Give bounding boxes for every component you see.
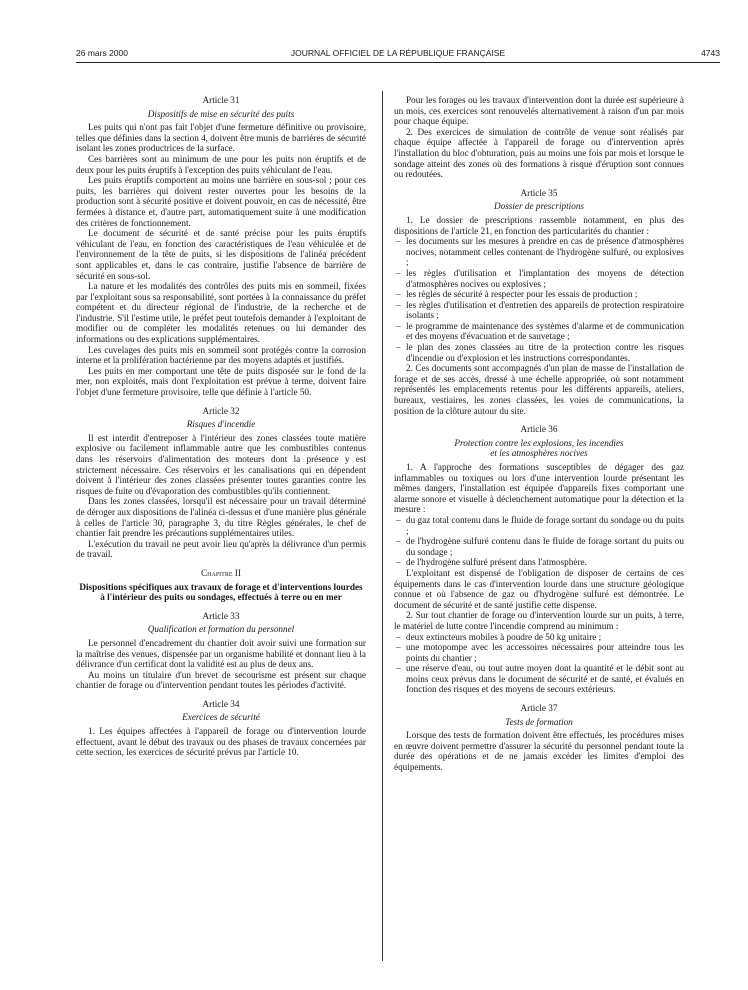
list-item: – les règles de sécurité à respecter pour les essais de production ; — [394, 289, 684, 300]
article-36-list-1 — [394, 515, 684, 568]
list-item: – les documents sur les mesures à prendre en cas de présence d'atmosphères nocives, notamment celles contenant de l'hydrogène sulfuré, ou explosives ; — [394, 236, 684, 268]
article-36-subtitle-line2: et les atmosphères nocives — [490, 448, 588, 459]
article-37-subtitle: Tests de formation — [505, 716, 573, 727]
list-item: – une motopompe avec les accessoires nécessaires pour atteindre tous les points du chantier ; — [394, 642, 684, 663]
article-36-subtitle-line1: Protection contre les explosions, les incendies — [454, 437, 624, 448]
article-34-title: Article 34 — [202, 698, 240, 709]
paragraph: Les cuvelages des puits mis en sommeil sont protégés contre la corrosion interne et la prolifération bactérienne par des moyens adaptés et justifiés. — [76, 344, 366, 366]
paragraph: Les puits en mer comportant une tête de puits disposée sur le fond de la mer, non exploités, mais dont l'exploitation est prévue à terme, doivent faire l'objet d'une fermeture provisoire, telle que définie à l'article 50. — [76, 365, 366, 398]
list-item: – de l'hydrogène sulfuré présent dans l'atmosphère. — [394, 557, 684, 568]
paragraph: 2. Des exercices de simulation de contrôle de venue sont réalisés par chaque équipe affectée à l'appareil de forage ou d'intervention après l'installation du bloc d'obturation, puis au moins une fois par mois et lorsque le sondage atteint des zones où des formations à risque d'éruption sont connues ou redoutées. — [394, 126, 684, 180]
list-item: – deux extincteurs mobiles à poudre de 50 kg unitaire ; — [394, 632, 684, 643]
paragraph: 1. Le dossier de prescriptions rassemble notamment, en plus des dispositions de l'article 21, en fonction des particularités du chantier : — [394, 214, 684, 236]
article-33-title: Article 33 — [202, 610, 240, 621]
paragraph: Le personnel d'encadrement du chantier doit avoir suivi une formation sur la maîtrise des venues, dispensée par un organisme habilité et donnant lieu à la délivrance d'un certificat dont la validité est au plus de deux ans. — [76, 637, 366, 670]
article-32-title: Article 32 — [202, 405, 240, 416]
list-item: – les règles d'utilisation et d'entretien des appareils de protection respiratoire isolants ; — [394, 300, 684, 321]
paragraph: Dans les zones classées, lorsqu'il est nécessaire pour un travail déterminé de déroger aux dispositions de l'alinéa ci-dessus et d'une manière plus générale à celles de l'article 30, paragraphe 3, du titre Règles générales, le chef de chantier fait prendre les précautions supplémentaires utiles. — [76, 496, 366, 539]
list-item: – une réserve d'eau, ou tout autre moyen dont la quantité et le débit sont au moins ceux prévus dans le document de sécurité et de santé, et évalués en fonction des risques et des moyens de secours extérieurs. — [394, 663, 684, 695]
paragraph: Les puits qui n'ont pas fait l'objet d'une fermeture définitive ou provisoire, telles que définies dans la section 4, doivent être munis de barrières de sécurité isolant les zones productrices de la surface. — [76, 122, 366, 154]
left-column — [76, 95, 366, 758]
header-page-number: 4743 — [701, 48, 720, 58]
paragraph: 1. Les équipes affectées à l'appareil de forage ou d'intervention lourde effectuent, avant le début des travaux ou des phases de travaux concernées par cette section, les exercices de sécurité prévus par l'article 10. — [76, 726, 366, 758]
article-36-list-2 — [394, 632, 684, 696]
article-31-subtitle: Dispositifs de mise en sécurité des puits — [147, 108, 295, 119]
header-rule — [76, 62, 720, 63]
header-date: 26 mars 2000 — [76, 48, 128, 58]
article-35-list — [394, 236, 684, 363]
header-journal-title: JOURNAL OFFICIEL DE LA RÉPUBLIQUE FRANÇAISE — [290, 48, 506, 58]
article-34-subtitle: Exercices de sécurité — [182, 712, 260, 723]
paragraph: 2. Ces documents sont accompagnés d'un plan de masse de l'installation de forage et de ses accès, dressé à une échelle appropriée, où sont notamment représentés les emplacements retenus pour les différents appareils, ateliers, bureaux, vestiaires, les zones classées, les voies de communications, la position de la clôture autour du site. — [394, 363, 684, 416]
paragraph: Le document de sécurité et de santé précise pour les puits éruptifs véhiculant de l'eau, en fonction des caractéristiques de l'eau véhiculée et de l'environnement de la tête de puits, si les dispositions de l'alinéa précédent sont applicables et, dans le cas contraire, justifie l'absence de barrière de sécurité en sous-sol. — [76, 228, 366, 281]
paragraph: Ces barrières sont au minimum de une pour les puits non éruptifs et de deux pour les puits éruptifs à l'exception des puits véhiculant de l'eau. — [76, 153, 366, 175]
paragraph: L'exploitant est dispensé de l'obligation de disposer de certains de ces équipements dans le cas d'intervention lourde dans une structure géologique connue et où l'absence de gaz ou d'hydrogène sulfuré est démontrée. Le document de sécurité et de santé justifie cette dispense. — [394, 567, 684, 610]
article-31-title: Article 31 — [202, 95, 240, 105]
article-35-title: Article 35 — [520, 187, 558, 198]
chapter-label: Chapitre II — [201, 567, 241, 578]
paragraph: Lorsque des tests de formation doivent être effectués, les procédures mises en œuvre doivent permettre d'assurer la sécurité du personnel pendant toute la durée des opérations et de ne jamais excéder les limites d'emploi des équipements. — [394, 730, 684, 773]
chapter-title: Dispositions spécifiques aux travaux de forage et d'interventions lourdes à l'intérieur des puits ou sondages, effectués à terre ou en mer — [79, 581, 363, 603]
paragraph: 2. Sur tout chantier de forage ou d'intervention lourde sur un puits, à terre, le matériel de lutte contre l'incendie comprend au minimum : — [394, 610, 684, 631]
right-column — [394, 95, 684, 773]
article-33-subtitle: Qualification et formation du personnel — [147, 624, 295, 635]
paragraph: La nature et les modalités des contrôles des puits mis en sommeil, fixées par l'exploitant sous sa responsabilité, sont portées à la connaissance du préfet compétent et du directeur régional de l'industrie, de la recherche et de l'industrie. S'il l'estime utile, le préfet peut toutefois demander à l'exploitant de modifier ou de compléter les modalités retenues ou lui demander des informations ou des explications supplémentaires. — [76, 281, 366, 345]
article-35-subtitle: Dossier de prescriptions — [494, 201, 584, 212]
paragraph: Les puits éruptifs comportent au moins une barrière en sous-sol ; pour ces puits, les barrières qui doivent rester ouvertes pour les besoins de la production sont à sécurité positive et doivent pouvoir, en cas de nécessité, être fermées à distance et, d'autre part, automatiquement suite à une modification des critères de fonctionnement. — [76, 175, 366, 228]
list-item: – les règles d'utilisation et l'implantation des moyens de détection d'atmosphères nocives ou explosives ; — [394, 268, 684, 289]
paragraph: Au moins un titulaire d'un brevet de secourisme est présent sur chaque chantier de forage ou d'intervention pendant toutes les périodes d'activité. — [76, 669, 366, 691]
list-item: – le programme de maintenance des systèmes d'alarme et de communication et des moyens d'évacuation et de sauvetage ; — [394, 321, 684, 342]
list-item: – de l'hydrogène sulfuré contenu dans le fluide de forage sortant du puits ou du sondage ; — [394, 536, 684, 557]
paragraph: Pour les forages ou les travaux d'intervention dont la durée est supérieure à un mois, ces exercices sont renouvelés alternativement à raison d'un par mois pour chaque équipe. — [394, 95, 684, 127]
running-header — [76, 48, 720, 62]
paragraph: L'exécution du travail ne peut avoir lieu qu'après la délivrance d'un permis de travail. — [76, 538, 366, 560]
paragraph: Il est interdit d'entreposer à l'intérieur des zones classées toute matière explosive ou facilement inflammable autre que les combustibles contenus dans les réservoirs d'alimentation des moteurs dont la présence y est strictement nécessaire. Ces réservoirs et les canalisations qui en dépendent doivent à l'intérieur des zones classées présenter toutes garanties contre les risques de fuite ou d'évaporation des combustibles qu'ils contiennent. — [76, 432, 366, 496]
paragraph: 1. A l'approche des formations susceptibles de dégager des gaz inflammables ou toxiques ou lors d'une intervention lourde présentant les mêmes dangers, l'installation est équipée d'appareils fixes comportant une alarme sonore et visuelle à déclenchement automatique pour la détection et la mesure : — [394, 462, 684, 515]
list-item: – du gaz total contenu dans le fluide de forage sortant du sondage ou du puits ; — [394, 515, 684, 536]
article-32-subtitle: Risques d'incendie — [186, 419, 256, 430]
article-37-title: Article 37 — [520, 703, 558, 714]
list-item: – le plan des zones classées au titre de la protection contre les risques d'incendie ou d'explosion et les instructions correspondantes. — [394, 342, 684, 363]
article-36-title: Article 36 — [520, 424, 558, 435]
